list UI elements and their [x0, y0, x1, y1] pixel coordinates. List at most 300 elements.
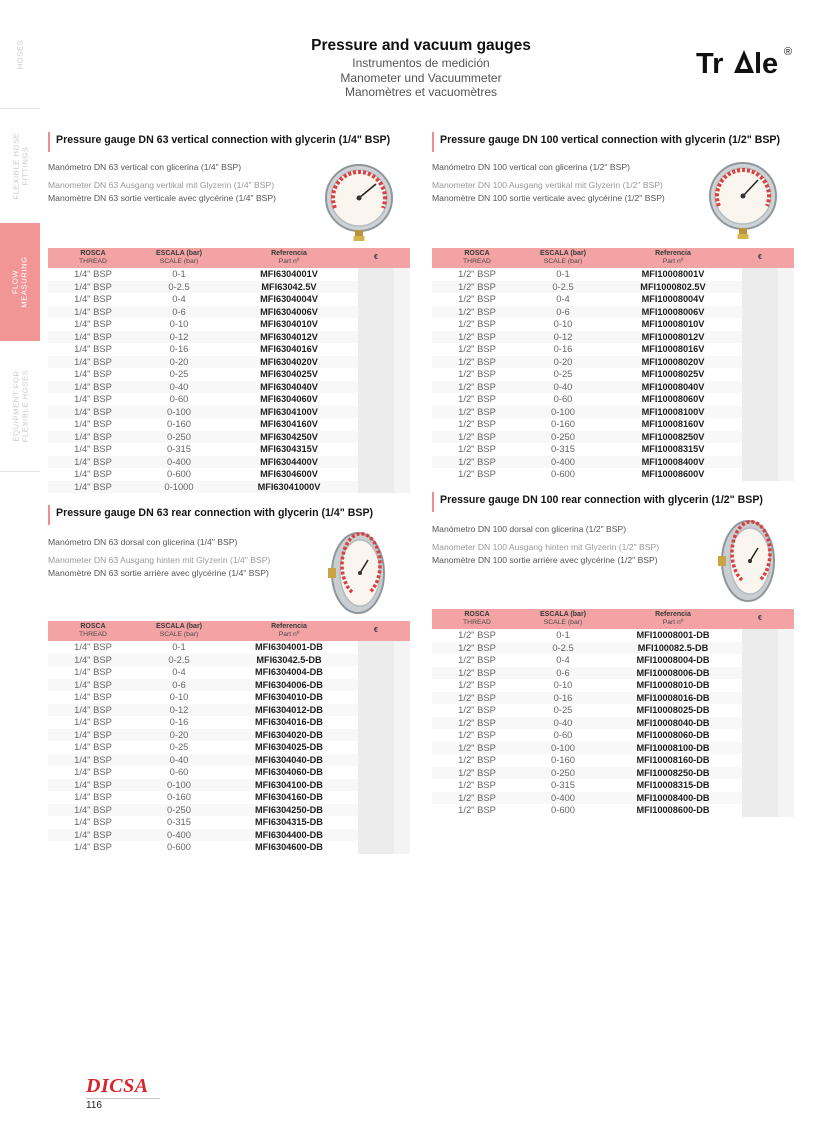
cell-thread: 1/2" BSP [458, 729, 496, 740]
table-row [432, 779, 794, 792]
table-row [432, 431, 794, 444]
cell-scale: 0-315 [551, 443, 575, 454]
trale-logo [696, 40, 800, 80]
header-price: € [358, 248, 394, 268]
cell-thread: 1/2" BSP [458, 393, 496, 404]
cell-extra [394, 829, 410, 842]
gauge-vertical-image [702, 160, 784, 242]
cell-price [742, 654, 778, 667]
cell-thread: 1/4" BSP [48, 456, 138, 469]
cell-thread: 1/4" BSP [48, 804, 138, 817]
cell-part-number: MFI100082.5-DB [604, 642, 742, 655]
cell-price [358, 443, 394, 456]
cell-part-number: MFI10008010-DB [636, 680, 710, 690]
cell-part-number: MFI10008160-DB [636, 755, 710, 765]
cell-scale: 0-12 [138, 331, 220, 344]
cell-scale: 0-10 [169, 318, 189, 329]
cell-scale: 0-1 [172, 268, 186, 279]
cell-thread: 1/2" BSP [458, 654, 496, 665]
cell-scale: 0-20 [138, 356, 220, 369]
cell-price [358, 654, 394, 667]
cell-price [742, 804, 778, 817]
section-description [432, 162, 682, 204]
cell-thread: 1/4" BSP [48, 381, 138, 394]
table-row [432, 443, 794, 456]
table-row [48, 654, 410, 667]
cell-price [358, 368, 394, 381]
table-row [48, 766, 410, 779]
table-row [432, 692, 794, 705]
table-row [432, 393, 794, 406]
cell-scale: 0-400 [522, 792, 604, 805]
cell-extra [778, 393, 794, 406]
cell-price [358, 481, 394, 494]
cell-extra [778, 792, 794, 805]
cell-part-number: MFI6304016-DB [255, 717, 323, 727]
cell-part-number: MFI10008025V [641, 369, 705, 379]
cell-scale: 0-1 [556, 629, 570, 640]
cell-price [358, 754, 394, 767]
cell-price [742, 456, 778, 469]
cell-price [742, 692, 778, 705]
cell-price [742, 629, 778, 642]
table-row [432, 804, 794, 817]
cell-extra [394, 779, 410, 792]
cell-thread: 1/4" BSP [74, 393, 112, 404]
cell-scale: 0-12 [522, 331, 604, 344]
cell-price [358, 791, 394, 804]
table-row [48, 779, 410, 792]
table-row [48, 456, 410, 469]
header-reference: Referencia Part nº [604, 609, 742, 629]
cell-part-number: MFI6304012-DB [220, 704, 358, 717]
cell-extra [394, 343, 410, 356]
cell-part-number: MFI10008250-DB [604, 767, 742, 780]
cell-scale: 0-40 [138, 754, 220, 767]
cell-part-number: MFI10008004V [641, 294, 705, 304]
cell-scale: 0-60 [169, 393, 189, 404]
table-row [432, 704, 794, 717]
section-title: Pressure gauge DN 100 rear connection with glycerin (1/2" BSP) [432, 492, 794, 512]
header-reference: Referencia Part nº [220, 248, 358, 268]
cell-extra [778, 293, 794, 306]
cell-thread: 1/4" BSP [74, 318, 112, 329]
table-row [48, 368, 410, 381]
cell-part-number: MFI10008060V [641, 394, 705, 404]
cell-part-number: MFI6304040V [220, 381, 358, 394]
cell-price [742, 667, 778, 680]
cell-part-number: MFI10008012V [604, 331, 742, 344]
cell-extra [778, 654, 794, 667]
sidebar-tab-flow-measuring[interactable] [0, 223, 40, 341]
cell-part-number: MFI63041000V [220, 481, 358, 494]
table-row [48, 356, 410, 369]
table-row [48, 468, 410, 481]
cell-scale: 0-100 [138, 406, 220, 419]
table-row [432, 642, 794, 655]
header-thread: ROSCA THREAD [432, 248, 522, 268]
cell-part-number: MFI10008006V [604, 306, 742, 319]
cell-thread: 1/4" BSP [74, 293, 112, 304]
cell-thread: 1/2" BSP [458, 293, 496, 304]
cell-price [742, 343, 778, 356]
cell-thread: 1/2" BSP [458, 468, 496, 479]
cell-thread: 1/4" BSP [74, 716, 112, 727]
header-thread: ROSCA THREAD [48, 248, 138, 268]
cell-thread: 1/4" BSP [48, 306, 138, 319]
cell-scale: 0-4 [556, 654, 570, 665]
cell-scale: 0-2.5 [522, 281, 604, 294]
header-price: € [742, 248, 778, 268]
table-row [48, 406, 410, 419]
cell-part-number: MFI10008400-DB [604, 792, 742, 805]
table-row [432, 318, 794, 331]
table-row [432, 406, 794, 419]
table-row [48, 804, 410, 817]
page-title: Pressure and vacuum gauges [311, 37, 531, 54]
table-row [432, 629, 794, 642]
cell-extra [778, 742, 794, 755]
cell-price [358, 406, 394, 419]
cell-extra [394, 331, 410, 344]
cell-extra [394, 418, 410, 431]
cell-part-number: MFI10008160V [641, 419, 705, 429]
table-row [432, 368, 794, 381]
cell-extra [394, 381, 410, 394]
cell-extra [394, 268, 410, 281]
table-row [432, 293, 794, 306]
cell-extra [778, 368, 794, 381]
header-price: € [742, 609, 778, 629]
cell-scale: 0-600 [167, 468, 191, 479]
table-row [48, 716, 410, 729]
table-row [48, 729, 410, 742]
cell-price [358, 641, 394, 654]
cell-price [358, 318, 394, 331]
cell-thread: 1/2" BSP [432, 406, 522, 419]
cell-part-number: MFI10008040V [604, 381, 742, 394]
table-row [432, 717, 794, 730]
desc-fr: Manomètre DN 63 sortie verticale avec glycérine (1/4" BSP) [48, 193, 277, 204]
cell-thread: 1/2" BSP [458, 418, 496, 429]
cell-extra [394, 766, 410, 779]
cell-thread: 1/2" BSP [432, 456, 522, 469]
cell-scale: 0-16 [169, 343, 189, 354]
cell-price [358, 729, 394, 742]
cell-part-number: MFI6304400V [220, 456, 358, 469]
cell-price [742, 368, 778, 381]
cell-extra [394, 393, 410, 406]
cell-price [742, 717, 778, 730]
table-row [48, 691, 410, 704]
cell-part-number: MFI10008016-DB [604, 692, 742, 705]
cell-price [742, 406, 778, 419]
cell-price [742, 754, 778, 767]
cell-extra [394, 431, 410, 444]
desc-es: Manómetro DN 100 dorsal con glicerina (1/2" BSP) [432, 524, 627, 534]
header-scale: ESCALA (bar) SCALE (bar) [138, 248, 220, 268]
cell-scale: 0-160 [551, 418, 575, 429]
cell-extra [394, 679, 410, 692]
cell-price [358, 841, 394, 854]
cell-scale: 0-160 [167, 791, 191, 802]
cell-extra [394, 481, 410, 494]
table-row [48, 331, 410, 344]
cell-extra [394, 691, 410, 704]
cell-thread: 1/4" BSP [48, 431, 138, 444]
cell-extra [778, 318, 794, 331]
header-reference: Referencia Part nº [220, 621, 358, 641]
cell-part-number: MFI6304250-DB [220, 804, 358, 817]
cell-thread: 1/2" BSP [432, 281, 522, 294]
cell-scale: 0-60 [553, 393, 573, 404]
cell-thread: 1/2" BSP [432, 381, 522, 394]
table-row [432, 654, 794, 667]
cell-thread: 1/2" BSP [432, 792, 522, 805]
cell-extra [778, 468, 794, 481]
cell-part-number: MFI10008315V [641, 444, 705, 454]
desc-es: Manómetro DN 63 dorsal con glicerina (1/4" BSP) [48, 537, 238, 547]
cell-price [358, 418, 394, 431]
cell-scale: 0-20 [138, 729, 220, 742]
cell-part-number: MFI6304315V [260, 444, 318, 454]
cell-part-number: MFI10008001V [641, 269, 705, 279]
cell-thread: 1/4" BSP [74, 666, 112, 677]
cell-scale: 0-250 [522, 767, 604, 780]
header-extra [778, 248, 794, 268]
cell-scale: 0-100 [138, 779, 220, 792]
sidebar-nav [0, 0, 40, 1123]
cell-thread: 1/2" BSP [432, 331, 522, 344]
cell-extra [778, 767, 794, 780]
cell-extra [778, 406, 794, 419]
cell-thread: 1/4" BSP [48, 679, 138, 692]
cell-extra [394, 356, 410, 369]
cell-part-number: MFI10008040-DB [604, 717, 742, 730]
cell-scale: 0-40 [522, 381, 604, 394]
cell-part-number: MFI6304001-DB [255, 642, 323, 652]
sidebar-tab-label: HOSES [15, 39, 25, 69]
table-row [48, 318, 410, 331]
cell-extra [778, 418, 794, 431]
table-row [48, 418, 410, 431]
cell-part-number: MFI6304100V [220, 406, 358, 419]
cell-part-number: MFI6304400-DB [220, 829, 358, 842]
cell-thread: 1/4" BSP [74, 343, 112, 354]
cell-extra [394, 468, 410, 481]
cell-part-number: MFI10008400V [604, 456, 742, 469]
cell-scale: 0-25 [553, 704, 573, 715]
cell-scale: 0-600 [167, 841, 191, 852]
cell-part-number: MFI10008315-DB [636, 780, 710, 790]
cell-price [742, 729, 778, 742]
table-header-row [48, 621, 410, 641]
cell-thread: 1/4" BSP [48, 406, 138, 419]
cell-part-number: MFI10008060-DB [636, 730, 710, 740]
table-row [48, 841, 410, 854]
cell-price [358, 431, 394, 444]
cell-extra [394, 306, 410, 319]
cell-scale: 0-60 [169, 766, 189, 777]
cell-part-number: MFI6304020V [220, 356, 358, 369]
table-row [48, 343, 410, 356]
cell-scale: 0-600 [551, 468, 575, 479]
cell-scale: 0-400 [138, 456, 220, 469]
desc-de: Manometer DN 100 Ausgang hinten mit Glyzerin (1/2" BSP) [432, 541, 660, 552]
cell-part-number: MFI6304001V [260, 269, 318, 279]
cell-extra [394, 791, 410, 804]
table-header-row [432, 609, 794, 629]
cell-thread: 1/2" BSP [458, 629, 496, 640]
table-row [432, 767, 794, 780]
footer-divider [86, 1098, 160, 1099]
cell-price [358, 281, 394, 294]
table-row [432, 343, 794, 356]
cell-thread: 1/4" BSP [48, 356, 138, 369]
cell-extra [394, 666, 410, 679]
cell-extra [394, 729, 410, 742]
cell-extra [394, 704, 410, 717]
cell-scale: 0-12 [138, 704, 220, 717]
table-row [48, 431, 410, 444]
cell-part-number: MFI10008250V [604, 431, 742, 444]
table-row [48, 704, 410, 717]
cell-price [358, 456, 394, 469]
gauge-rear-image [712, 518, 780, 604]
cell-price [358, 331, 394, 344]
section-title: Pressure gauge DN 63 vertical connection with glycerin (1/4" BSP) [48, 132, 410, 152]
table-row [432, 742, 794, 755]
cell-part-number: MFI6304016V [260, 344, 318, 354]
cell-extra [394, 456, 410, 469]
cell-part-number: MFI6304100-DB [220, 779, 358, 792]
cell-extra [394, 641, 410, 654]
table-row [432, 792, 794, 805]
cell-price [742, 779, 778, 792]
cell-scale: 0-10 [169, 691, 189, 702]
cell-part-number: MFI6304600-DB [255, 842, 323, 852]
cell-thread: 1/2" BSP [458, 754, 496, 765]
cell-extra [394, 443, 410, 456]
desc-de: Manometer DN 63 Ausgang hinten mit Glyzerin (1/4" BSP) [48, 554, 271, 565]
cell-scale: 0-6 [522, 306, 604, 319]
sidebar-tab-equipment[interactable] [0, 341, 40, 471]
cell-scale: 0-2.5 [522, 642, 604, 655]
table-row [48, 381, 410, 394]
cell-part-number: MFI6304060-DB [255, 767, 323, 777]
cell-extra [778, 456, 794, 469]
table-row [432, 679, 794, 692]
cell-extra [778, 642, 794, 655]
header-extra [394, 621, 410, 641]
desc-es: Manómetro DN 63 vertical con glicerina (1/4" BSP) [48, 162, 242, 172]
cell-part-number: MFI1000802.5V [604, 281, 742, 294]
registered-mark: ® [784, 46, 793, 58]
cell-scale: 0-160 [551, 754, 575, 765]
cell-extra [394, 281, 410, 294]
cell-thread: 1/2" BSP [432, 717, 522, 730]
cell-scale: 0-16 [169, 716, 189, 727]
desc-de: Manometer DN 100 Ausgang vertikal mit Glyzerin (1/2" BSP) [432, 179, 663, 190]
cell-price [358, 829, 394, 842]
header-scale: ESCALA (bar) SCALE (bar) [522, 609, 604, 629]
table-row [432, 268, 794, 281]
cell-part-number: MFI6304160V [260, 419, 318, 429]
cell-extra [394, 293, 410, 306]
header-scale: ESCALA (bar) SCALE (bar) [138, 621, 220, 641]
table-row [48, 268, 410, 281]
cell-price [358, 293, 394, 306]
cell-scale: 0-10 [553, 318, 573, 329]
cell-thread: 1/4" BSP [48, 481, 138, 494]
section-description [432, 524, 682, 566]
cell-price [358, 356, 394, 369]
cell-thread: 1/2" BSP [432, 767, 522, 780]
sidebar-tab-fittings[interactable] [0, 109, 40, 223]
section-title: Pressure gauge DN 100 vertical connection with glycerin (1/2" BSP) [432, 132, 794, 152]
cell-price [358, 666, 394, 679]
cell-thread: 1/4" BSP [74, 691, 112, 702]
cell-thread: 1/4" BSP [48, 829, 138, 842]
cell-scale: 0-250 [138, 804, 220, 817]
cell-price [358, 716, 394, 729]
header-price: € [358, 621, 394, 641]
gauge-rear-image [322, 530, 390, 616]
cell-part-number: MFI10008100-DB [604, 742, 742, 755]
desc-fr: Manomètre DN 100 sortie arrière avec glycérine (1/2" BSP) [432, 555, 658, 566]
cell-thread: 1/4" BSP [74, 418, 112, 429]
gauge-vertical-image [318, 162, 400, 244]
subtitle-fr: Manomètres et vacuomètres [344, 85, 498, 99]
cell-thread: 1/4" BSP [74, 766, 112, 777]
cell-scale: 0-1 [556, 268, 570, 279]
cell-part-number: MFI6304315-DB [255, 817, 323, 827]
cell-scale: 0-25 [553, 368, 573, 379]
cell-extra [778, 804, 794, 817]
cell-extra [394, 368, 410, 381]
cell-thread: 1/4" BSP [48, 729, 138, 742]
cell-part-number: MFI6304012V [220, 331, 358, 344]
cell-price [358, 393, 394, 406]
desc-fr: Manomètre DN 63 sortie arrière avec glycérine (1/4" BSP) [48, 568, 269, 579]
cell-extra [394, 816, 410, 829]
cell-thread: 1/2" BSP [458, 368, 496, 379]
header-extra [778, 609, 794, 629]
cell-price [358, 741, 394, 754]
desc-de: Manometer DN 63 Ausgang vertikal mit Glyzerin (1/4" BSP) [48, 179, 275, 190]
cell-extra [394, 741, 410, 754]
cell-price [742, 642, 778, 655]
cell-extra [394, 754, 410, 767]
cell-part-number: MFI6304600V [260, 469, 318, 479]
cell-thread: 1/2" BSP [458, 779, 496, 790]
cell-part-number: MFI6304020-DB [220, 729, 358, 742]
cell-thread: 1/4" BSP [74, 641, 112, 652]
cell-extra [778, 754, 794, 767]
cell-extra [394, 654, 410, 667]
cell-thread: 1/4" BSP [74, 841, 112, 852]
cell-scale: 0-2.5 [138, 281, 220, 294]
cell-part-number: MFI6304160-DB [255, 792, 323, 802]
cell-extra [778, 704, 794, 717]
cell-extra [778, 779, 794, 792]
cell-thread: 1/2" BSP [432, 667, 522, 680]
cell-price [742, 393, 778, 406]
header-reference: Referencia Part nº [604, 248, 742, 268]
cell-scale: 0-4 [172, 666, 186, 677]
sidebar-tab-hoses[interactable] [0, 0, 40, 108]
cell-extra [778, 331, 794, 344]
